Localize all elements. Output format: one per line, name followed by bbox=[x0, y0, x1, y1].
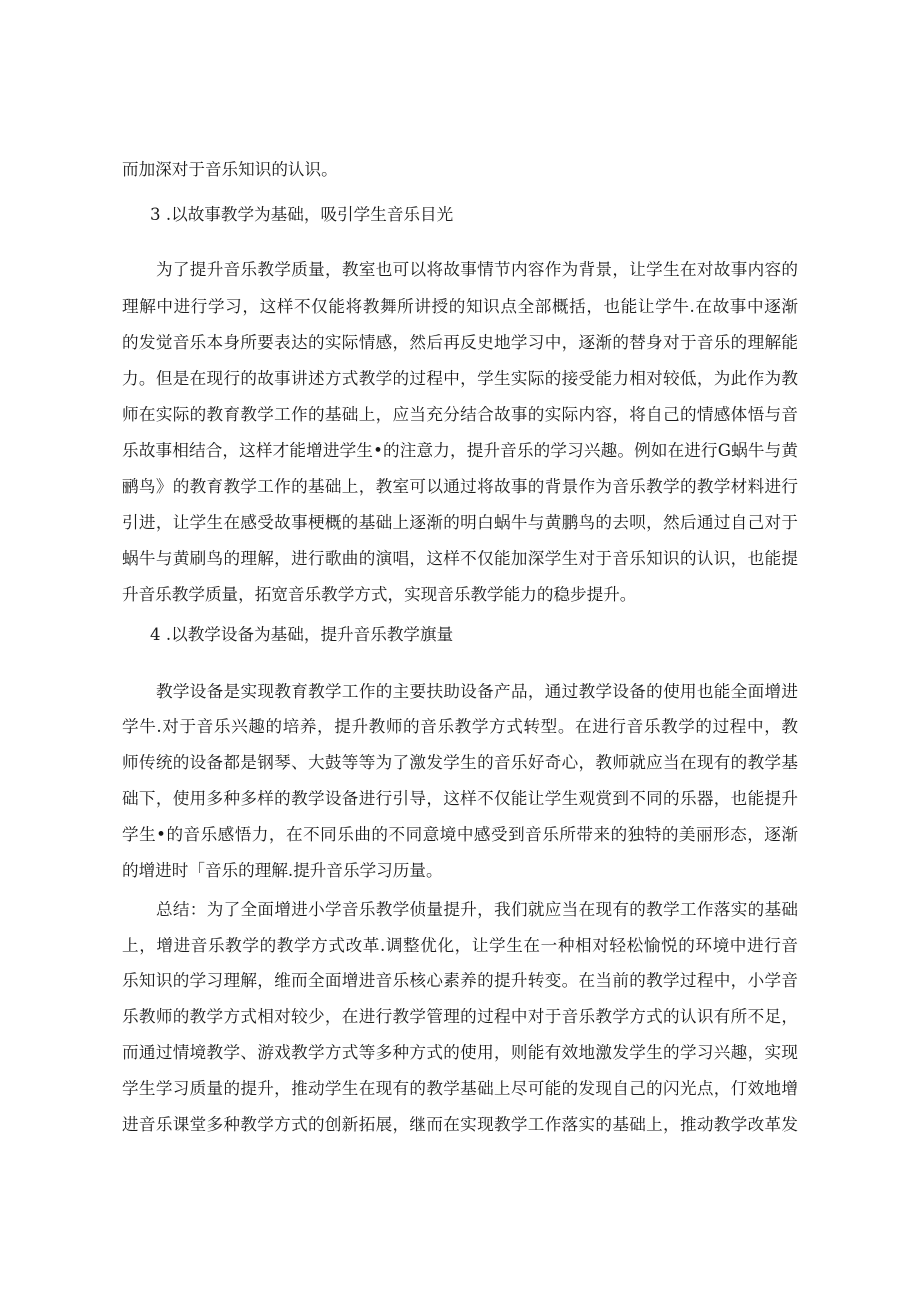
summary-line: 学生学习质量的提升，推动学生在现有的教学基础上尽可能的发现自己的闪光点，仃效地增 bbox=[122, 1079, 798, 1098]
section-3-line: 的发觉音乐本身所要表达的实际情感，然后再反史地学习中，逐渐的替身对于音乐的理解能 bbox=[122, 333, 798, 352]
summary-line: 进音乐课堂多种教学方式的创新拓展，继而在实现教学工作落实的基础上，推动教学改革发 bbox=[122, 1115, 798, 1134]
section-4-line: 师传统的设备都是钢琴、大鼓等等为了激发学生的音乐好奇心，教师就应当在现有的教学基 bbox=[122, 753, 798, 772]
section-3-line: 引进，让学生在感受故事梗概的基础上逐渐的明白蜗牛与黄鹏鸟的去呗，然后通过自己对于 bbox=[122, 513, 798, 532]
summary-line: 上，增进音乐教学的教学方式改革.调整优化，让学生在一种相对轻松愉悦的环境中进行音 bbox=[122, 936, 798, 955]
section-4-line: 的增进时「音乐的理解.提升音乐学习历量。 bbox=[122, 861, 443, 880]
section-4-line: 教学设备是实现教育教学工作的主要扶助设备产品，通过教学设备的使用也能全面增进 bbox=[156, 682, 798, 701]
section-3-line: 为了提升音乐教学质量，教室也可以将故事情节内容作为背景，让学生在对故事内容的 bbox=[156, 260, 798, 279]
section-3-line: 理解中进行学习，这样不仅能将教舞所讲授的知识点全部概括，也能让学牛.在故事中逐渐 bbox=[122, 297, 798, 316]
section-3-line: 乐故事相结合，这样才能增进学生•的注意力，提升音乐的学习兴趣。例如在进行G蜗牛与黄 bbox=[122, 441, 798, 460]
section-3-line: 鹂鸟》的教育教学工作的基础上，教室可以通过将故事的背景作为音乐教学的教学材料进行 bbox=[122, 477, 798, 496]
section-4-heading: 4 .以教学设备为基础，提升音乐教学旗量 bbox=[150, 625, 454, 644]
section-4-line: 础下，使用多种多样的教学设备进行引导，这样不仅能让学生观赏到不同的乐器，也能提升 bbox=[122, 789, 798, 808]
summary-line: 乐教师的教学方式相对较少，在进行教学管理的过程中对于音乐教学方式的认识有所不足， bbox=[122, 1007, 798, 1026]
summary-line: 总结：为了全面增进小学音乐教学侦量提升，我们就应当在现有的教学工作落实的基础 bbox=[156, 900, 798, 919]
section-3-heading: 3 .以故事教学为基础，吸引学生音乐目光 bbox=[150, 205, 454, 224]
section-3-line: 升音乐教学质量，拓宽音乐教学方式，实现音乐教学能力的稳步提升。 bbox=[122, 585, 637, 604]
section-3-line: 力。但是在现行的故事讲述方式教学的过程中，学生实际的接受能力相对较低，为此作为教 bbox=[122, 369, 798, 388]
summary-line: 乐知识的学习理解，维而全面增进音乐核心素养的提升转变。在当前的教学过程中，小学音 bbox=[122, 971, 798, 990]
section-4-line: 学牛.对于音乐兴趣的培养，提升教师的音乐教学方式转型。在进行音乐教学的过程中，教 bbox=[122, 717, 798, 736]
section-3-line: 师在实际的教育教学工作的基础上，应当充分结合故事的实际内容，将自己的情感体悟与音 bbox=[122, 405, 798, 424]
lead-in-line: 而加深对于音乐知识的认识。 bbox=[122, 160, 338, 179]
summary-line: 而通过情境教学、游戏教学方式等多种方式的使用，则能有效地激发学生的学习兴趣，实现 bbox=[122, 1043, 798, 1062]
section-4-line: 学生•的音乐感悟力，在不同乐曲的不同意境中感受到音乐所带来的独特的美丽形态，逐渐 bbox=[122, 825, 798, 844]
section-3-line: 蜗牛与黄刷鸟的理解，进行歌曲的演唱，这样不仅能加深学生对于音乐知识的认识，也能提 bbox=[122, 549, 798, 568]
